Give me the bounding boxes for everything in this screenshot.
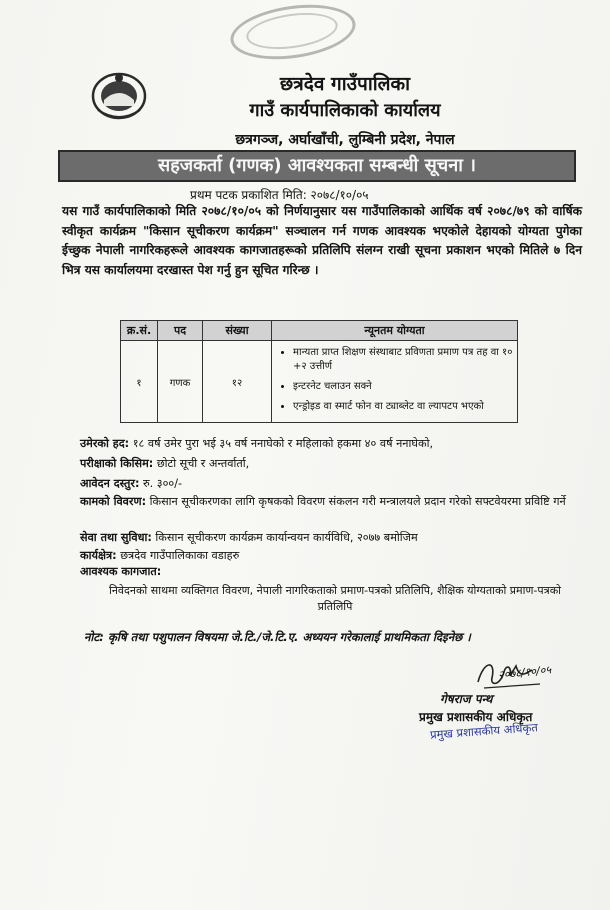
exam-value: छोटो सूची र अन्तर्वार्ता, bbox=[156, 457, 250, 470]
signature-date: २०७८/१०/०५ bbox=[497, 663, 552, 682]
qualification-item: • इन्टरनेट चलाउन सक्ने bbox=[293, 380, 514, 394]
signatory-name: गेषराज पन्थ bbox=[440, 692, 493, 706]
age-limit bbox=[80, 436, 433, 451]
col-header-sn: क्र.सं. bbox=[121, 321, 158, 341]
fee-value: रु. ३००/- bbox=[142, 477, 183, 490]
cell-qualifications bbox=[272, 341, 518, 423]
official-seal-text: प्रमुख प्रशासकीय अधिकृत bbox=[429, 720, 539, 742]
qualification-item: • मान्यता प्राप्त शिक्षण संस्थाबाट प्रविणता प्रमाण पत्र तह वा १० +२ उत्तीर्ण bbox=[293, 346, 514, 374]
fee-label: आवेदन दस्तुर: bbox=[80, 477, 140, 490]
required-documents bbox=[80, 564, 161, 579]
cell-post: गणक bbox=[158, 341, 203, 423]
requirements-table bbox=[120, 320, 518, 423]
office-address: छत्रगञ्ज, अर्घाखाँची, लुम्बिनी प्रदेश, नेपाल bbox=[235, 132, 455, 148]
docs-value: निवेदनको साथमा व्यक्तिगत विवरण, नेपाली नागरिकताको प्रमाण-पत्रको प्रतिलिपि, शैक्षिक योग्यताको प्रमाण-पत्रको प्रतिलिपि bbox=[108, 584, 562, 613]
qualification-item: • एन्ड्रोइड वा स्मार्ट फोन वा ट्याब्लेट वा ल्यापटप भएको bbox=[293, 400, 514, 414]
cell-count: १२ bbox=[203, 341, 272, 423]
office-subtitle: गाउँ कार्यपालिकाको कार्यालय bbox=[249, 100, 441, 121]
docs-label: आवश्यक कागजात: bbox=[80, 565, 162, 578]
notice-body: यस गाउँ कार्यपालिकाको मिति २०७८/१०/०५ को निर्णयानुसार यस गाउँपालिकाको आर्थिक वर्ष २०७८/७९ को वार्षिक स्वीकृत कार्यक्रम "किसान सूचीकरण कार्यक्रम" सञ्चालन गर्न गणक आवश्यक भएकोले देहायको योग्यता पुगेका ईच्छुक नेपाली नागरिकहरूले आवश्यक कागजातहरूको प्रतिलिपि संलग्न राखी सूचना प्रकाशन भएको मितिले ७ दिन भित्र यस कार्यालयमा दरखास्त पेश गर्नु हुन सूचित गरिन्छ । bbox=[62, 204, 582, 277]
area-value: छत्रदेव गाउँपालिकाका वडाहरु bbox=[120, 549, 240, 562]
publication-date: प्रथम पटक प्रकाशित मिति: २०७८/१०/०५ bbox=[190, 188, 369, 202]
service-facility bbox=[80, 530, 418, 545]
area-label: कार्यक्षेत्र: bbox=[80, 549, 117, 562]
service-value: किसान सूचीकरण कार्यक्रम कार्यान्वयन कार्यविधि, २०७७ बमोजिम bbox=[155, 531, 418, 544]
notice-title-bar bbox=[58, 150, 576, 182]
age-value: १८ वर्ष उमेर पुरा भई ३५ वर्ष ननाघेको र महिलाको हकमा ४० वर्ष ननाघेको, bbox=[132, 437, 434, 450]
application-fee bbox=[80, 476, 182, 491]
service-label: सेवा तथा सुविधा: bbox=[80, 531, 152, 544]
col-header-count: संख्या bbox=[203, 321, 272, 341]
table-row bbox=[121, 341, 518, 423]
notice-title: सहजकर्ता (गणक) आवश्यकता सम्बन्धी सूचना । bbox=[158, 155, 476, 176]
table-header-row bbox=[121, 321, 518, 341]
cell-sn: १ bbox=[121, 341, 158, 423]
office-name: छत्रदेव गाउँपालिका bbox=[279, 73, 411, 95]
signatory-post: प्रमुख प्रशासकीय अधिकृत bbox=[419, 710, 533, 724]
work-label: कामको विवरण: bbox=[80, 495, 147, 508]
col-header-qualification: न्यूनतम योग्यता bbox=[272, 321, 518, 341]
work-value: किसान सूचीकरणका लागि कृषकको विवरण संकलन गरी मन्त्रालयले प्रदान गरेको सफ्टवेयरमा प्रविष्टि गर्ने bbox=[149, 495, 566, 508]
exam-label: परीक्षाको किसिम: bbox=[80, 457, 154, 470]
exam-type bbox=[80, 456, 249, 471]
priority-note: नोट: कृषि तथा पशुपालन विषयमा जे.टि./जे.टि.ए. अध्ययन गरेकालाई प्राथमिकता दिइनेछ । bbox=[84, 630, 471, 644]
age-label: उमेरको हद: bbox=[80, 437, 130, 450]
work-area bbox=[80, 548, 239, 563]
work-description bbox=[80, 494, 590, 509]
col-header-post: पद bbox=[158, 321, 203, 341]
